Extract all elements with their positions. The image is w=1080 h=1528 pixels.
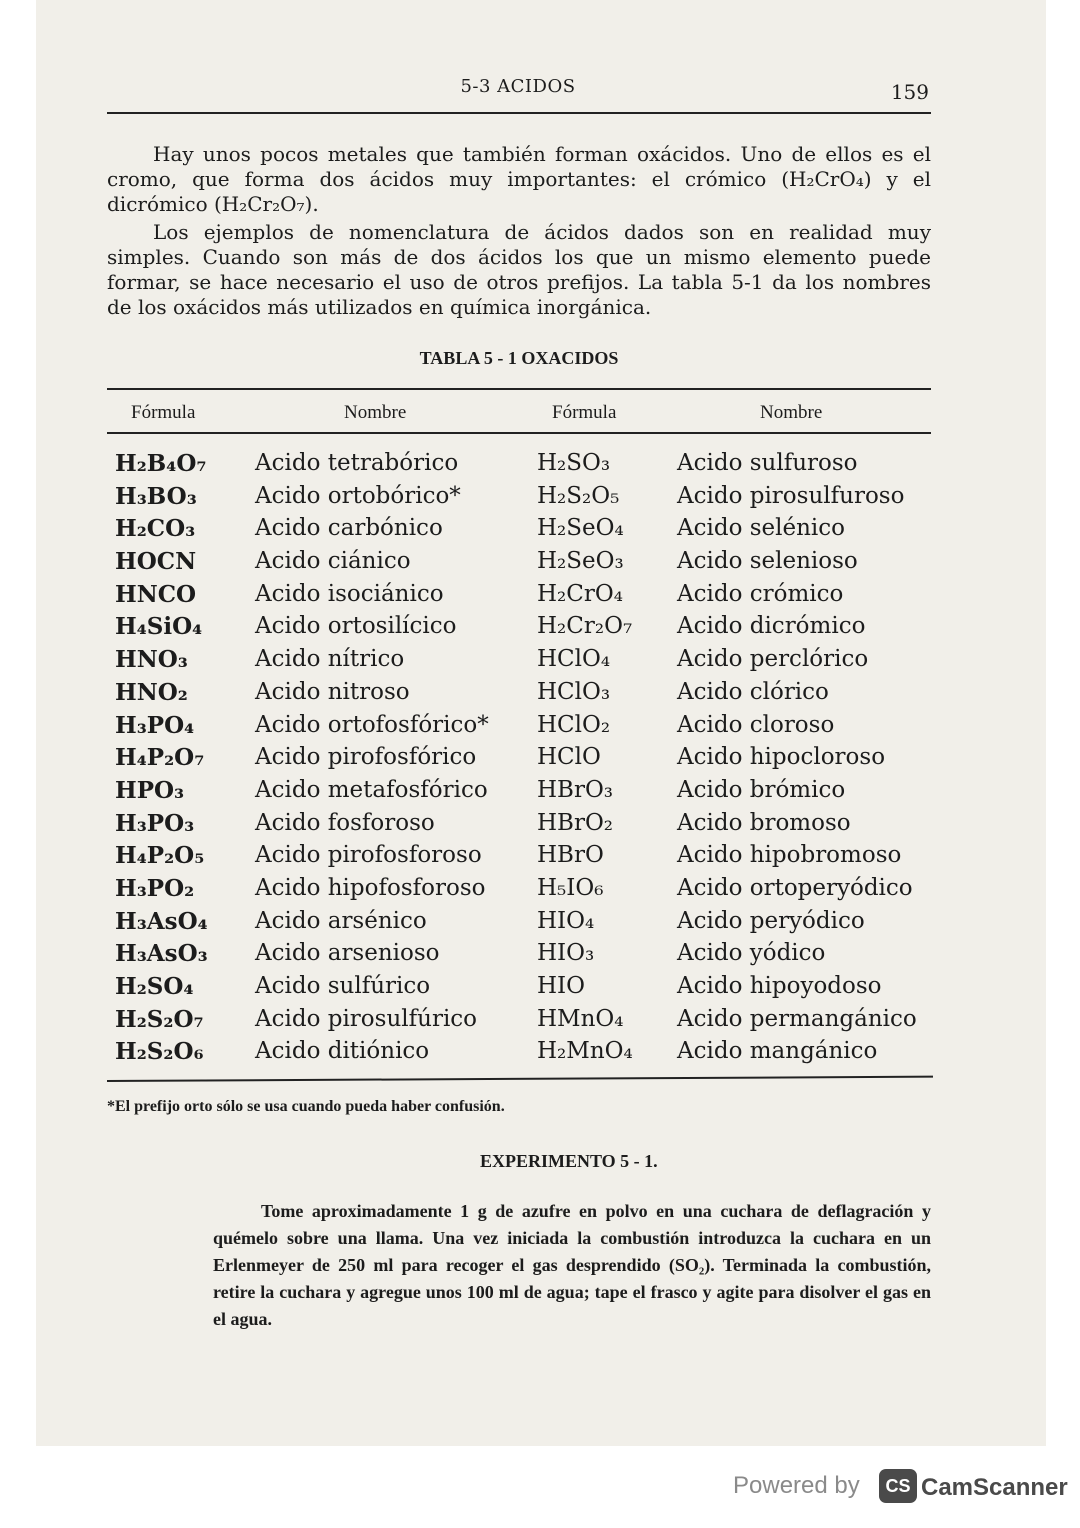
formula-cell: HBrO₃ (537, 776, 614, 803)
name-cell: Acido hipobromoso (677, 842, 902, 869)
table-row (107, 1006, 937, 1039)
table-row (107, 515, 937, 548)
name-cell: Acido fosforoso (255, 809, 435, 836)
name-cell: Acido arsénico (255, 907, 427, 934)
table-row (107, 581, 937, 614)
formula-cell: H₂SeO₄ (537, 515, 624, 542)
formula-cell: H₄P₂O₇ (115, 744, 205, 772)
formula-cell: HClO₄ (537, 646, 611, 673)
formula-cell: H₄P₂O₅ (115, 842, 205, 870)
name-cell: Acido tetrabórico (255, 450, 459, 476)
table-caption: TABLA 5 - 1 OXACIDOS (419, 348, 619, 368)
name-cell: Acido selenioso (677, 548, 858, 575)
table-header-formula-1: Fórmula (131, 402, 196, 423)
table-row (107, 908, 937, 941)
name-cell: Acido crómico (677, 580, 844, 607)
table-row (107, 810, 937, 843)
page-header (107, 76, 929, 106)
name-cell: Acido metafosfórico (255, 776, 488, 803)
table-row (107, 483, 937, 516)
formula-cell: HBrO (537, 842, 604, 869)
table-header-name-1: Nombre (344, 402, 407, 423)
name-cell: Acido ciánico (255, 548, 411, 575)
name-cell: Acido ortofosfórico* (255, 711, 489, 738)
name-cell: Acido nitroso (255, 678, 410, 705)
name-cell: Acido isociánico (255, 580, 444, 607)
formula-cell: HNO₃ (115, 646, 188, 674)
formula-cell: H₅IO₆ (537, 874, 604, 901)
name-cell: Acido ortoperyódico (677, 874, 913, 901)
table-row (107, 875, 937, 908)
paragraph-nomenclature: Los ejemplos de nomenclatura de ácidos dados son en realidad muy simples. Cuando son más de dos ácidos los que un mismo elemento puede formar, se hace necesario el uso de otros prefijos. La tabla 5-1 da los nombres de los oxácidos más utilizados en química inorgánica. (107, 220, 931, 319)
formula-cell: HMnO₄ (537, 1005, 624, 1032)
table-row (107, 450, 937, 483)
formula-cell: H₃AsO₄ (115, 907, 208, 935)
formula-cell: H₂B₄O₇ (115, 450, 207, 477)
formula-cell: HClO (537, 744, 601, 771)
table-header-rule (107, 432, 931, 434)
formula-cell: HIO₃ (537, 940, 595, 967)
formula-cell: HIO (537, 973, 585, 999)
formula-cell: HIO₄ (537, 907, 595, 934)
formula-cell: H₃PO₃ (115, 809, 195, 837)
formula-cell: H₂SO₃ (537, 450, 611, 476)
name-cell: Acido permangánico (677, 1005, 917, 1032)
name-cell: Acido bromoso (677, 809, 851, 836)
formula-cell: HClO₃ (537, 678, 611, 705)
formula-cell: H₃BO₃ (115, 482, 197, 510)
name-cell: Acido carbónico (255, 515, 443, 542)
table-row (107, 613, 937, 646)
formula-cell: H₃AsO₃ (115, 940, 208, 968)
table-header-formula-2: Fórmula (552, 402, 617, 423)
formula-cell: H₄SiO₄ (115, 613, 203, 641)
name-cell: Acido hipocloroso (677, 744, 886, 771)
name-cell: Acido dicrómico (677, 613, 866, 640)
formula-cell: HPO₃ (115, 776, 185, 804)
header-rule (107, 112, 931, 114)
experiment-title: EXPERIMENTO 5 - 1. (480, 1151, 658, 1171)
table-top-rule (107, 388, 931, 390)
formula-cell: H₂S₂O₅ (537, 482, 620, 509)
name-cell: Acido peryódico (677, 907, 865, 934)
name-cell: Acido yódico (677, 940, 826, 967)
formula-cell: H₂CO₃ (115, 515, 196, 543)
formula-cell: HBrO₂ (537, 809, 614, 836)
formula-cell: H₂MnO₄ (537, 1038, 633, 1065)
table-row (107, 679, 937, 712)
page-number: 159 (890, 80, 929, 104)
name-cell: Acido pirofosforoso (255, 842, 482, 869)
table-row (107, 548, 937, 581)
name-cell: Acido sulfuroso (677, 450, 858, 476)
experiment-text: Tome aproximadamente 1 g de azufre en polvo en una cuchara de deflagración y quémelo sobre una llama. Una vez iniciada la combustión introduzca la cuchara en un Erlenmeyer de 250 ml para recoger el gas desprendido (SO₂). Terminada la combustión, retire la cuchara y agregue unos 100 ml de agua; tape el frasco y agite para disolver el gas en el agua. (213, 1201, 931, 1329)
powered-by-label: Powered by (733, 1472, 860, 1499)
formula-cell: HNCO (115, 580, 197, 608)
name-cell: Acido hipofosforoso (255, 874, 486, 901)
name-cell: Acido hipoyodoso (677, 973, 882, 999)
name-cell: Acido pirosulfuroso (677, 482, 905, 509)
table-row (107, 842, 937, 875)
paragraph-metals: Hay unos pocos metales que también forman oxácidos. Uno de ellos es el cromo, que forma dos ácidos muy importantes: el crómico (H₂CrO₄) y el dicrómico (H₂Cr₂O₇). (107, 142, 931, 216)
table-row (107, 712, 937, 745)
chapter-heading: 5-3 ACIDOS (460, 76, 576, 97)
table-header-name-2: Nombre (760, 402, 823, 423)
name-cell: Acido nítrico (255, 646, 405, 673)
formula-cell: H₃PO₄ (115, 711, 195, 739)
formula-cell: H₂CrO₄ (537, 580, 623, 607)
name-cell: Acido pirofosfórico (255, 744, 477, 771)
table-row (107, 1038, 937, 1071)
table-row (107, 646, 937, 679)
table-body (107, 450, 937, 1071)
formula-cell: H₂S₂O₇ (115, 1005, 204, 1033)
table-row (107, 777, 937, 810)
table-footnote: *El prefijo orto sólo se usa cuando pueda haber confusión. (107, 1098, 505, 1115)
name-cell: Acido pirosulfúrico (255, 1005, 478, 1032)
name-cell: Acido ditiónico (255, 1038, 430, 1065)
formula-cell: HOCN (115, 548, 197, 576)
camscanner-brand: CamScanner (921, 1474, 1068, 1501)
name-cell: Acido sulfúrico (255, 973, 431, 999)
table-row (107, 940, 937, 973)
name-cell: Acido brómico (677, 776, 846, 803)
formula-cell: HClO₂ (537, 711, 611, 738)
name-cell: Acido arsenioso (255, 940, 440, 967)
formula-cell: H₂S₂O₆ (115, 1038, 204, 1066)
name-cell: Acido cloroso (677, 711, 835, 738)
formula-cell: H₃PO₂ (115, 874, 195, 902)
name-cell: Acido ortobórico* (255, 482, 461, 509)
formula-cell: H₂Cr₂O₇ (537, 613, 633, 640)
name-cell: Acido perclórico (677, 646, 869, 673)
name-cell: Acido ortosilícico (255, 613, 457, 640)
formula-cell: HNO₂ (115, 678, 188, 706)
formula-cell: H₂SO₄ (115, 973, 194, 1000)
formula-cell: H₂SeO₃ (537, 548, 624, 575)
name-cell: Acido mangánico (677, 1038, 878, 1065)
table-row (107, 744, 937, 777)
name-cell: Acido clórico (677, 678, 829, 705)
name-cell: Acido selénico (677, 515, 846, 542)
table-row (107, 973, 937, 1006)
camscanner-logo-icon: CS (879, 1469, 917, 1503)
